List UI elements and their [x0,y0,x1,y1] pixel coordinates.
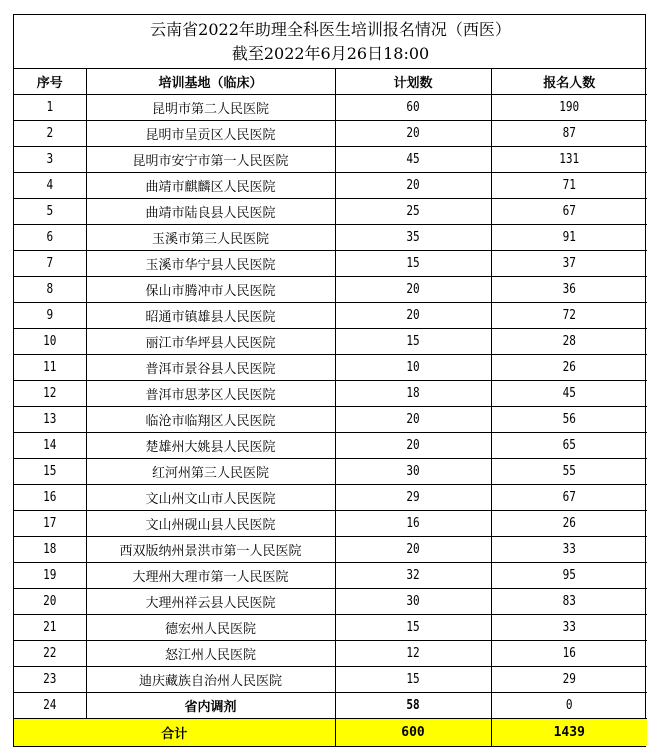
total-label: 合计 [14,719,335,747]
row-training-base: 普洱市景谷县人民医院 [86,355,335,381]
row-training-base: 德宏州人民医院 [86,615,335,641]
row-index: 16 [19,485,80,511]
row-applicant-count: 28 [503,329,636,355]
row-plan-count: 58 [347,693,480,719]
row-training-base: 丽江市华坪县人民医院 [86,329,335,355]
row-training-base: 迪庆藏族自治州人民医院 [86,667,335,693]
row-applicant-count: 91 [503,225,636,251]
row-applicant-count: 26 [503,355,636,381]
row-index: 4 [19,173,80,199]
row-plan-count: 20 [347,173,480,199]
table-row [14,199,647,225]
row-index: 10 [19,329,80,355]
header-plan-count: 计划数 [335,69,491,95]
row-index: 11 [19,355,80,381]
row-index: 12 [19,381,80,407]
registration-table-sheet [13,14,646,747]
table-row [14,667,647,693]
row-plan-count: 18 [347,381,480,407]
table-row [14,485,647,511]
table-row [14,407,647,433]
row-training-base: 楚雄州大姚县人民医院 [86,433,335,459]
row-training-base: 玉溪市华宁县人民医院 [86,251,335,277]
table-row [14,615,647,641]
header-training-base: 培训基地（临床） [86,69,335,95]
row-applicant-count: 56 [503,407,636,433]
table-row [14,329,647,355]
table-row [14,537,647,563]
row-plan-count: 30 [347,589,480,615]
row-plan-count: 20 [347,407,480,433]
row-index: 5 [19,199,80,225]
row-applicant-count: 87 [503,121,636,147]
row-training-base: 省内调剂 [86,693,335,719]
row-training-base: 文山州文山市人民医院 [86,485,335,511]
row-training-base: 昆明市安宁市第一人民医院 [86,147,335,173]
row-index: 22 [19,641,80,667]
row-training-base: 曲靖市陆良县人民医院 [86,199,335,225]
row-plan-count: 15 [347,329,480,355]
table-row [14,563,647,589]
row-index: 6 [19,225,80,251]
row-index: 17 [19,511,80,537]
row-index: 9 [19,303,80,329]
row-training-base: 昆明市第二人民医院 [86,95,335,121]
row-plan-count: 20 [347,433,480,459]
row-index: 8 [19,277,80,303]
row-plan-count: 15 [347,667,480,693]
row-applicant-count: 33 [503,537,636,563]
row-plan-count: 29 [347,485,480,511]
row-applicant-count: 83 [503,589,636,615]
row-plan-count: 16 [347,511,480,537]
row-training-base: 玉溪市第三人民医院 [86,225,335,251]
row-applicant-count: 131 [503,147,636,173]
table-body [14,95,647,719]
table-row [14,381,647,407]
title-line-1: 云南省2022年助理全科医生培训报名情况（西医） [150,19,511,39]
registration-table [14,15,647,746]
row-training-base: 大理州大理市第一人民医院 [86,563,335,589]
row-applicant-count: 33 [503,615,636,641]
table-row [14,459,647,485]
row-applicant-count: 0 [503,693,636,719]
row-plan-count: 20 [347,121,480,147]
row-applicant-count: 36 [503,277,636,303]
row-applicant-count: 65 [503,433,636,459]
total-applicants: 1439 [491,719,647,747]
row-index: 1 [19,95,80,121]
table-row [14,641,647,667]
row-index: 18 [19,537,80,563]
row-plan-count: 20 [347,277,480,303]
total-plan: 600 [335,719,491,747]
row-index: 3 [19,147,80,173]
row-plan-count: 30 [347,459,480,485]
table-row [14,693,647,719]
row-applicant-count: 67 [503,199,636,225]
row-training-base: 昭通市镇雄县人民医院 [86,303,335,329]
row-plan-count: 20 [347,537,480,563]
row-applicant-count: 95 [503,563,636,589]
table-row [14,147,647,173]
row-index: 14 [19,433,80,459]
row-applicant-count: 71 [503,173,636,199]
row-plan-count: 15 [347,615,480,641]
row-index: 19 [19,563,80,589]
row-applicant-count: 29 [503,667,636,693]
row-index: 21 [19,615,80,641]
table-row [14,251,647,277]
row-plan-count: 60 [347,95,480,121]
table-title [14,15,647,69]
row-index: 7 [19,251,80,277]
row-index: 24 [19,693,80,719]
row-plan-count: 20 [347,303,480,329]
row-applicant-count: 26 [503,511,636,537]
row-applicant-count: 190 [503,95,636,121]
row-applicant-count: 45 [503,381,636,407]
table-row [14,303,647,329]
table-row [14,173,647,199]
table-row [14,121,647,147]
row-index: 23 [19,667,80,693]
row-training-base: 西双版纳州景洪市第一人民医院 [86,537,335,563]
row-training-base: 普洱市思茅区人民医院 [86,381,335,407]
row-applicant-count: 72 [503,303,636,329]
title-line-2-cutoff-time: 截至2022年6月26日18:00 [231,43,430,63]
row-training-base: 临沧市临翔区人民医院 [86,407,335,433]
row-plan-count: 25 [347,199,480,225]
table-row [14,589,647,615]
row-index: 15 [19,459,80,485]
row-plan-count: 10 [347,355,480,381]
header-row [14,69,647,95]
row-training-base: 保山市腾冲市人民医院 [86,277,335,303]
header-index: 序号 [14,69,86,95]
row-applicant-count: 37 [503,251,636,277]
total-row [14,719,647,747]
table-row [14,277,647,303]
header-applicant-count: 报名人数 [491,69,647,95]
table-row [14,433,647,459]
row-applicant-count: 67 [503,485,636,511]
row-applicant-count: 55 [503,459,636,485]
row-index: 20 [19,589,80,615]
row-training-base: 文山州砚山县人民医院 [86,511,335,537]
row-plan-count: 32 [347,563,480,589]
table-row [14,355,647,381]
row-applicant-count: 16 [503,641,636,667]
row-plan-count: 45 [347,147,480,173]
row-training-base: 昆明市呈贡区人民医院 [86,121,335,147]
title-row [14,15,647,69]
row-training-base: 红河州第三人民医院 [86,459,335,485]
row-training-base: 大理州祥云县人民医院 [86,589,335,615]
table-row [14,95,647,121]
table-row [14,225,647,251]
row-plan-count: 15 [347,251,480,277]
table-row [14,511,647,537]
row-plan-count: 35 [347,225,480,251]
row-training-base: 怒江州人民医院 [86,641,335,667]
row-index: 13 [19,407,80,433]
row-plan-count: 12 [347,641,480,667]
row-index: 2 [19,121,80,147]
row-training-base: 曲靖市麒麟区人民医院 [86,173,335,199]
